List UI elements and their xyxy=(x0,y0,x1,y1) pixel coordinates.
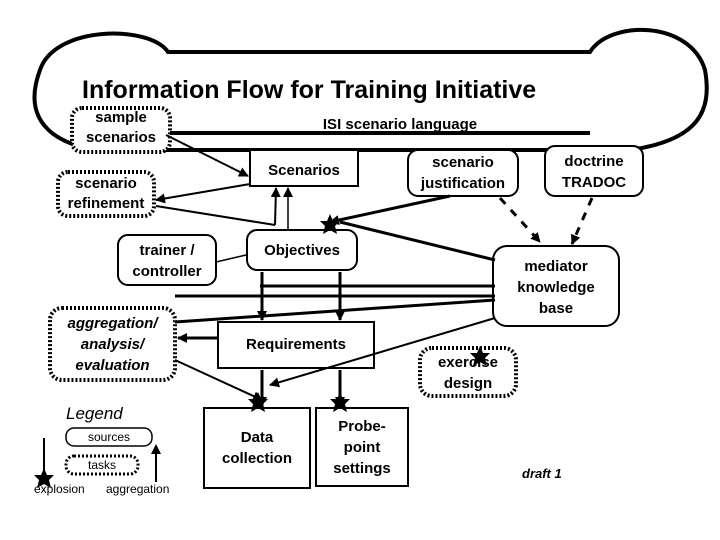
objectives-label: Objectives xyxy=(264,242,340,259)
legend-title: Legend xyxy=(66,404,123,423)
legend-tasks-label: tasks xyxy=(87,458,116,472)
sample-scenarios-label: sample scenarios xyxy=(85,109,157,146)
exercise-design-label: exercise design xyxy=(437,354,499,392)
mediator-label: mediator knowledge base xyxy=(517,258,595,317)
isi-language-label: ISI scenario language xyxy=(322,116,478,133)
doctrine-label: doctrine TRADOC xyxy=(561,153,627,191)
legend-aggregation-label: aggregation xyxy=(106,482,170,496)
legend-explosion-label: explosion xyxy=(34,482,85,496)
draft-label: draft 1 xyxy=(522,466,562,481)
probe-point-label: Probe- point settings xyxy=(333,418,391,477)
trainer-controller-label: trainer / controller xyxy=(132,242,202,280)
scenario-justification-label: scenario justification xyxy=(420,154,506,192)
page-title: Information Flow for Training Initiative xyxy=(82,76,537,104)
scenarios-label: Scenarios xyxy=(268,162,340,179)
legend-sources-label: sources xyxy=(87,430,131,444)
requirements-label: Requirements xyxy=(245,336,347,353)
data-collection-label: Data collection xyxy=(221,429,292,467)
aggregation-label: aggregation/ analysis/ evaluation xyxy=(67,315,158,374)
legend-aggregation-icon xyxy=(151,444,161,454)
scenario-refinement-label: scenario refinement xyxy=(67,175,145,212)
